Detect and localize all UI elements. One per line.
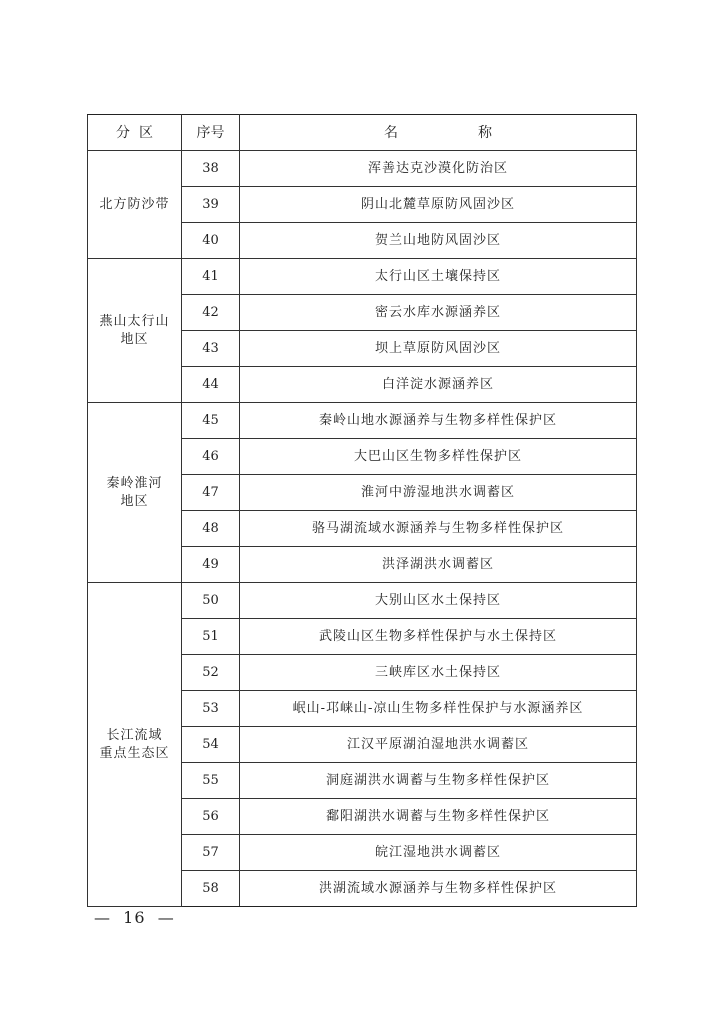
name-cell: 淮河中游湿地洪水调蓄区 [240, 475, 637, 511]
number-cell: 45 [182, 403, 240, 439]
zone-cell: 燕山太行山 地区 [88, 259, 182, 403]
number-cell: 54 [182, 727, 240, 763]
name-cell: 骆马湖流域水源涵养与生物多样性保护区 [240, 511, 637, 547]
zone-cell: 北方防沙带 [88, 151, 182, 259]
table-row [88, 151, 637, 187]
number-cell: 53 [182, 691, 240, 727]
name-cell: 大别山区水土保持区 [240, 583, 637, 619]
name-cell: 江汉平原湖泊湿地洪水调蓄区 [240, 727, 637, 763]
name-cell: 岷山-邛崃山-凉山生物多样性保护与水源涵养区 [240, 691, 637, 727]
number-cell: 42 [182, 295, 240, 331]
table-row [88, 583, 637, 619]
number-cell: 55 [182, 763, 240, 799]
number-cell: 52 [182, 655, 240, 691]
name-cell: 秦岭山地水源涵养与生物多样性保护区 [240, 403, 637, 439]
name-cell: 大巴山区生物多样性保护区 [240, 439, 637, 475]
number-cell: 57 [182, 835, 240, 871]
name-cell: 洪泽湖洪水调蓄区 [240, 547, 637, 583]
table-body [88, 151, 637, 907]
number-cell: 47 [182, 475, 240, 511]
number-cell: 43 [182, 331, 240, 367]
table-row [88, 403, 637, 439]
header-name: 名 称 [240, 115, 637, 151]
number-cell: 44 [182, 367, 240, 403]
header-number: 序号 [182, 115, 240, 151]
number-cell: 41 [182, 259, 240, 295]
number-cell: 38 [182, 151, 240, 187]
name-cell: 密云水库水源涵养区 [240, 295, 637, 331]
name-cell: 浑善达克沙漠化防治区 [240, 151, 637, 187]
name-cell: 阴山北麓草原防风固沙区 [240, 187, 637, 223]
name-cell: 太行山区土壤保持区 [240, 259, 637, 295]
number-cell: 58 [182, 871, 240, 907]
table-row [88, 259, 637, 295]
number-cell: 48 [182, 511, 240, 547]
page-number: — 16 — [94, 908, 175, 927]
number-cell: 40 [182, 223, 240, 259]
name-cell: 洞庭湖洪水调蓄与生物多样性保护区 [240, 763, 637, 799]
number-cell: 49 [182, 547, 240, 583]
zone-cell: 秦岭淮河 地区 [88, 403, 182, 583]
number-cell: 56 [182, 799, 240, 835]
name-cell: 坝上草原防风固沙区 [240, 331, 637, 367]
number-cell: 46 [182, 439, 240, 475]
name-cell: 洪湖流域水源涵养与生物多样性保护区 [240, 871, 637, 907]
zone-table [87, 114, 637, 907]
number-cell: 50 [182, 583, 240, 619]
table-header-row [88, 115, 637, 151]
header-zone: 分 区 [88, 115, 182, 151]
name-cell: 鄱阳湖洪水调蓄与生物多样性保护区 [240, 799, 637, 835]
zone-cell: 长江流域 重点生态区 [88, 583, 182, 907]
number-cell: 51 [182, 619, 240, 655]
name-cell: 贺兰山地防风固沙区 [240, 223, 637, 259]
name-cell: 武陵山区生物多样性保护与水土保持区 [240, 619, 637, 655]
name-cell: 白洋淀水源涵养区 [240, 367, 637, 403]
number-cell: 39 [182, 187, 240, 223]
name-cell: 皖江湿地洪水调蓄区 [240, 835, 637, 871]
name-cell: 三峡库区水土保持区 [240, 655, 637, 691]
